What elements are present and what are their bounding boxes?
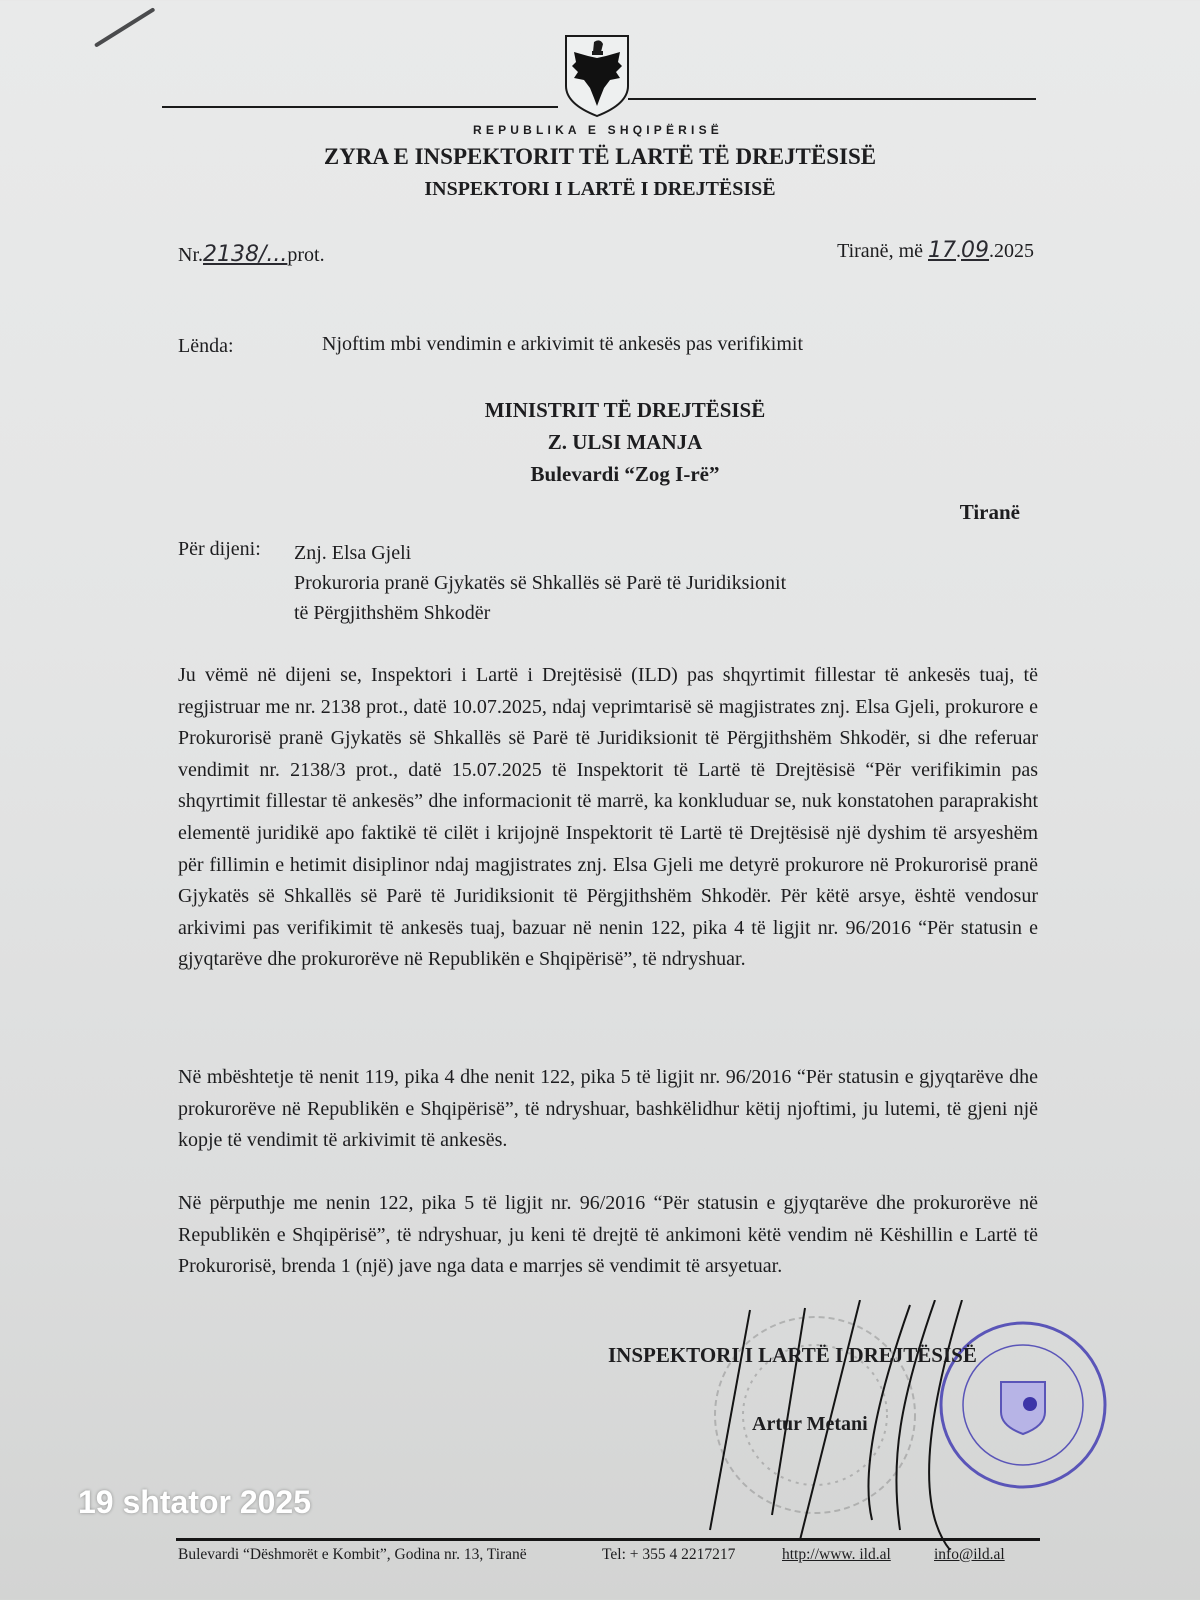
body-paragraph-3: Në përputhje me nenin 122, pika 5 të ligjit nr. 96/2016 “Për statusin e gjyqtarëve dhe prokurorëve në Republikën e Shqipërisë”, të ndryshuar, ju keni të drejtë të ankimoni këtë vendim në Këshillin e Lartë të Prokurorisë, brenda 1 (një) jave nga data e marrjes së vendimit të arsyetuar. [178, 1192, 1038, 1278]
signatory-title: INSPEKTORI I LARTË I DREJTËSISË [608, 1343, 977, 1367]
letter-date: Tiranë, më 17.09.2025 [837, 238, 1034, 263]
date-prefix: Tiranë, më [837, 240, 923, 262]
cc-label: Për dijeni: [178, 538, 261, 560]
header-rule-left [162, 106, 558, 108]
footer-tel: Tel: + 355 4 2217217 [602, 1546, 736, 1563]
recipient-city: Tiranë [959, 500, 1020, 524]
cc-lines [294, 538, 786, 628]
republic-label [0, 123, 1200, 137]
cc-line: Znj. Elsa Gjeli [294, 542, 412, 564]
footer-address: Bulevardi “Dëshmorët e Kombit”, Godina nr. 13, Tiranë [178, 1546, 527, 1563]
recipient-line-1: MINISTRIT TË DREJTËSISË [484, 398, 766, 422]
recipient-line-3: Bulevardi “Zog I-rë” [530, 462, 720, 486]
date-day: 17 [928, 238, 956, 263]
subject-label: Lënda: [178, 335, 234, 357]
recipient-line-2: Z. ULSI MANJA [547, 430, 703, 454]
nr-handwritten: 2138/... [203, 242, 288, 267]
protocol-number [178, 242, 325, 267]
footer-email-link[interactable]: info@ild.al [934, 1546, 1005, 1563]
date-month: 09 [961, 238, 989, 263]
office-heading: ZYRA E INSPEKTORIT TË LARTË TË DREJTËSISË [323, 144, 877, 169]
cc-line: të Përgjithshëm Shkodër [294, 602, 491, 624]
institution-heading: INSPEKTORI I LARTË I DREJTËSISË [424, 178, 776, 200]
footer-rule [176, 1538, 1040, 1541]
nr-prefix: Nr. [178, 244, 203, 266]
photo-date-overlay: 19 shtator 2025 [78, 1484, 312, 1520]
nr-suffix: prot. [287, 244, 325, 266]
body-paragraph-1: Ju vëmë në dijeni se, Inspektori i Lartë i Drejtësisë (ILD) pas shqyrtimit fillestar të ankesës tuaj, të regjistruar me nr. 2138 prot., datë 10.07.2025, ndaj veprimtarisë së magjistrates znj. Elsa Gjeli, prokurore e Prokurorisë pranë Gjykatës së Shkallës së Parë të Juridiksionit të Përgjithshëm Shkodër, si dhe referuar vendimit nr. 2138/3 prot., datë 15.07.2025 të Inspektorit të Lartë të Drejtësisë “Për verifikimin pas shqyrtimit fillestar të ankesës” dhe informacionit të marrë, ka konkluduar se, nuk konstatohen paraprakisht elementë juridikë apo faktikë të cilët i krijojnë Inspektorit të Lartë të Drejtësisë një dyshim të arsyeshëm për fillimin e hetimit disiplinor ndaj magjistrates znj. Elsa Gjeli me detyrë prokurore në Prokurorisë pranë Gjykatës së Shkallës së Parë të Juridiksionit të Përgjithshëm Shkodër. Për këtë arsye, është vendosur arkivimi pas verifikimit të ankesës tuaj, bazuar në nenin 122, pika 4 të ligjit nr. 96/2016 “Për statusin e gjyqtarëve dhe prokurorëve në Republikën e Shqipërisë”, të ndryshuar. [178, 664, 1038, 971]
republic-text: REPUBLIKA E SHQIPËRISË [473, 123, 723, 137]
footer-website-link[interactable]: http://www. ild.al [782, 1546, 891, 1563]
signatory-name: Artur Metani [752, 1413, 868, 1435]
subject-text: Njoftim mbi vendimin e arkivimit të ankesës pas verifikimit [322, 333, 804, 355]
date-year: .2025 [989, 240, 1034, 262]
albanian-eagle-emblem-icon [562, 32, 632, 118]
cc-line: Prokuroria pranë Gjykatës së Shkallës së Parë të Juridiksionit [294, 572, 787, 594]
header-rule-right [628, 98, 1036, 100]
pen-mark [94, 7, 155, 47]
body-paragraph-2: Në mbështetje të nenit 119, pika 4 dhe nenit 122, pika 5 të ligjit nr. 96/2016 “Për statusin e gjyqtarëve dhe prokurorëve në Republikën e Shqipërisë”, të ndryshuar, bashkëlidhur këtij njoftimi, ju lutemi, të gjeni një kopje të vendimit të arkivimit të ankesës. [178, 1066, 1038, 1152]
